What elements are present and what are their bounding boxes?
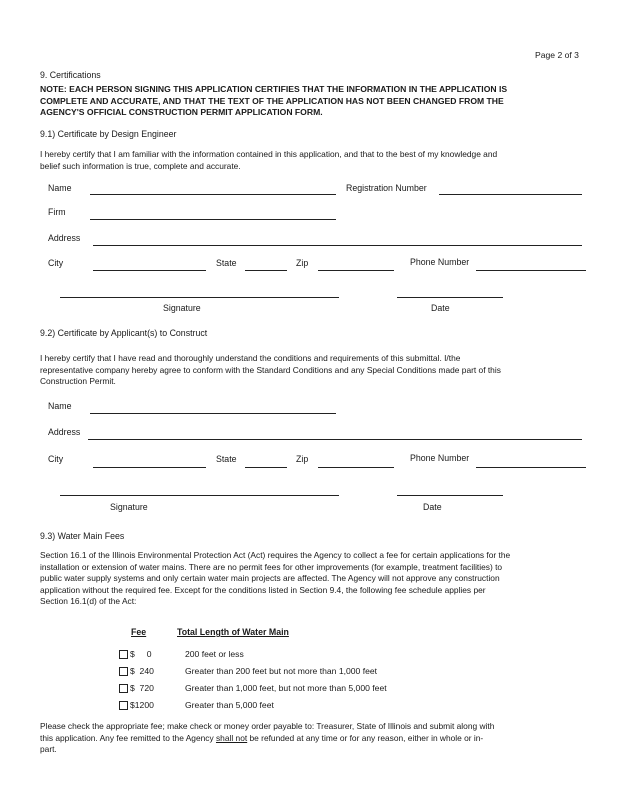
statement-line: Section 16.1(d) of the Act: — [40, 596, 137, 606]
fees-statement — [40, 550, 580, 608]
closing-text: be refunded at any time or for any reason, either in whole or in- — [247, 732, 484, 743]
applicant-heading: 9.2) Certificate by Applicant(s) to Construct — [40, 328, 208, 338]
engineer-zip-field[interactable] — [318, 270, 394, 271]
closing-line — [40, 733, 580, 745]
engineer-address-field[interactable] — [93, 245, 582, 246]
engineer-state-field[interactable] — [245, 270, 287, 271]
applicant-city-field[interactable] — [93, 467, 206, 468]
applicant-state-field[interactable] — [245, 467, 287, 468]
engineer-signature-label: Signature — [163, 303, 201, 313]
fee-length: Greater than 1,000 feet, but not more than 5,000 feet — [185, 683, 387, 693]
engineer-registration-label: Registration Number — [346, 183, 427, 193]
statement-line: application without the required fee. Except for the conditions listed in Section 9.4, the following fee schedule applies per — [40, 584, 486, 595]
fee-amount: $1200 — [130, 700, 154, 710]
engineer-date-field[interactable] — [397, 297, 503, 298]
statement-line: installation or extension of water mains. There are no permit fees for other improvements (for example, treatment facilities) to — [40, 561, 503, 572]
applicant-date-label: Date — [423, 502, 442, 512]
applicant-address-label: Address — [48, 427, 81, 437]
applicant-signature-label: Signature — [110, 502, 148, 512]
engineer-phone-label: Phone Number — [410, 257, 470, 267]
fee-checkbox-3[interactable] — [119, 701, 128, 710]
closing-line: part. — [40, 744, 57, 754]
shall-not-emphasis: shall not — [215, 732, 248, 743]
statement-line: I hereby certify that I have read and thoroughly understand the conditions and requirements of this submittal. I/the — [40, 353, 461, 363]
closing-line: Please check the appropriate fee; make check or money order payable to: Treasurer, State of Illinois and submit along with — [40, 721, 495, 731]
applicant-name-label: Name — [48, 401, 72, 411]
fees-heading: 9.3) Water Main Fees — [40, 531, 125, 541]
fee-checkbox-0[interactable] — [119, 650, 128, 659]
statement-line: I hereby certify that I am familiar with the information contained in this application, and that to the best of my knowledge and — [40, 149, 498, 159]
fee-length: 200 feet or less — [185, 649, 244, 659]
fee-amount: $ 0 — [130, 649, 152, 659]
applicant-phone-field[interactable] — [476, 467, 586, 468]
engineer-zip-label: Zip — [296, 258, 309, 268]
fee-amount: $ 720 — [130, 683, 154, 693]
engineer-state-label: State — [216, 258, 237, 268]
design-engineer-statement — [40, 149, 580, 172]
page-number: Page 2 of 3 — [535, 50, 579, 60]
note-line: COMPLETE AND ACCURATE, AND THAT THE TEXT OF THE APPLICATION HAS NOT BEEN CHANGED FROM THE — [40, 95, 504, 106]
design-engineer-heading: 9.1) Certificate by Design Engineer — [40, 129, 177, 139]
fee-amount: $ 240 — [130, 666, 154, 676]
engineer-name-field[interactable] — [90, 194, 336, 195]
applicant-statement — [40, 353, 580, 388]
note-line: NOTE: EACH PERSON SIGNING THIS APPLICATION CERTIFIES THAT THE INFORMATION IN THE APPLICATION IS — [40, 84, 508, 94]
fee-length: Greater than 200 feet but not more than 1,000 feet — [185, 666, 378, 676]
applicant-phone-label: Phone Number — [410, 453, 470, 463]
engineer-signature-field[interactable] — [60, 297, 339, 298]
applicant-zip-field[interactable] — [318, 467, 394, 468]
fee-column-header: Fee — [131, 627, 147, 637]
applicant-address-field[interactable] — [88, 439, 582, 440]
fee-length: Greater than 5,000 feet — [185, 700, 274, 710]
engineer-city-field[interactable] — [93, 270, 206, 271]
engineer-phone-field[interactable] — [476, 270, 586, 271]
certification-note — [40, 84, 600, 119]
statement-line: belief such information is true, complete and accurate. — [40, 160, 241, 171]
section-heading: 9. Certifications — [40, 70, 101, 80]
engineer-date-label: Date — [431, 303, 450, 313]
engineer-address-label: Address — [48, 233, 81, 243]
applicant-name-field[interactable] — [90, 413, 336, 414]
applicant-signature-field[interactable] — [60, 495, 339, 496]
applicant-city-label: City — [48, 454, 64, 464]
fees-closing — [40, 721, 580, 756]
note-line: AGENCY'S OFFICIAL CONSTRUCTION PERMIT APPLICATION FORM. — [40, 107, 323, 117]
length-column-header: Total Length of Water Main — [177, 627, 289, 637]
engineer-name-label: Name — [48, 183, 72, 193]
applicant-state-label: State — [216, 454, 237, 464]
applicant-date-field[interactable] — [397, 495, 503, 496]
fee-checkbox-2[interactable] — [119, 684, 128, 693]
fee-checkbox-1[interactable] — [119, 667, 128, 676]
engineer-firm-field[interactable] — [90, 219, 336, 220]
statement-line: Construction Permit. — [40, 376, 116, 386]
engineer-city-label: City — [48, 258, 64, 268]
statement-line: representative company hereby agree to conform with the Standard Conditions and any Special Conditions made part of this — [40, 364, 501, 375]
engineer-firm-label: Firm — [48, 207, 66, 217]
closing-text: this application. Any fee remitted to the Agency — [40, 732, 216, 743]
applicant-zip-label: Zip — [296, 454, 309, 464]
engineer-registration-field[interactable] — [439, 194, 582, 195]
statement-line: public water supply systems and only certain water main projects are affected. The Agency will not approve any construction — [40, 573, 500, 583]
statement-line: Section 16.1 of the Illinois Environmental Protection Act (Act) requires the Agency to collect a fee for certain applications for the — [40, 550, 511, 560]
